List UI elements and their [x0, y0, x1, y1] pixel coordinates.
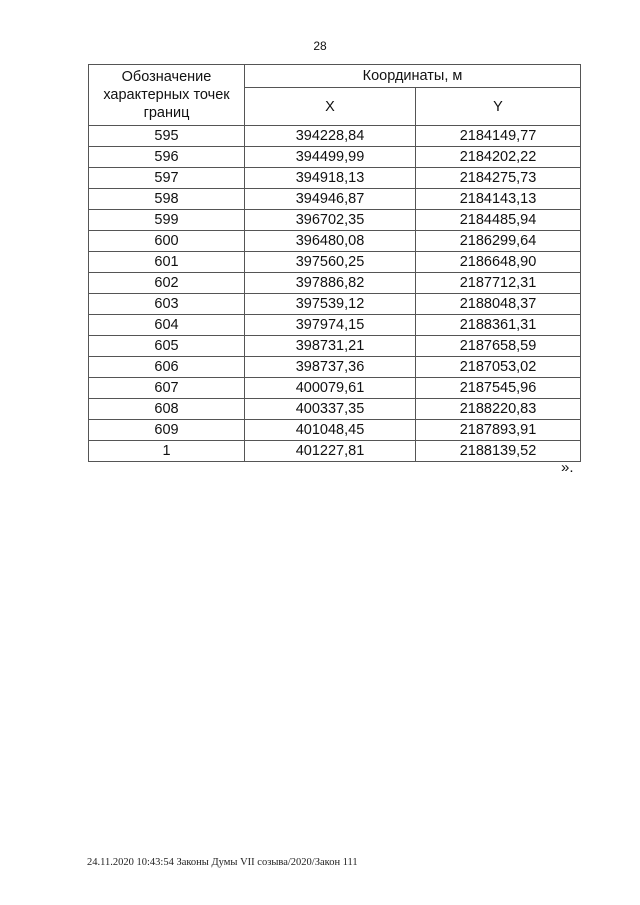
cell-point: 1	[89, 441, 245, 462]
table-row	[89, 336, 581, 357]
cell-x: 397886,82	[245, 273, 416, 294]
table-row	[89, 273, 581, 294]
cell-point: 604	[89, 315, 245, 336]
cell-x: 394946,87	[245, 189, 416, 210]
table-body	[89, 126, 581, 462]
table-row	[89, 231, 581, 252]
table-row	[89, 210, 581, 231]
cell-y: 2184275,73	[416, 168, 581, 189]
cell-x: 397539,12	[245, 294, 416, 315]
cell-x: 397974,15	[245, 315, 416, 336]
closing-quote-mark: ».	[561, 459, 574, 476]
cell-y: 2184485,94	[416, 210, 581, 231]
cell-y: 2186648,90	[416, 252, 581, 273]
cell-point: 599	[89, 210, 245, 231]
table-header-row	[89, 65, 581, 88]
cell-x: 397560,25	[245, 252, 416, 273]
cell-point: 608	[89, 399, 245, 420]
table-row	[89, 420, 581, 441]
cell-y: 2187658,59	[416, 336, 581, 357]
table-row	[89, 378, 581, 399]
cell-y: 2187545,96	[416, 378, 581, 399]
cell-point: 607	[89, 378, 245, 399]
header-y: Y	[416, 88, 581, 126]
cell-y: 2188361,31	[416, 315, 581, 336]
cell-x: 396702,35	[245, 210, 416, 231]
cell-x: 398737,36	[245, 357, 416, 378]
cell-x: 394228,84	[245, 126, 416, 147]
table-row	[89, 189, 581, 210]
cell-y: 2184149,77	[416, 126, 581, 147]
cell-x: 400337,35	[245, 399, 416, 420]
table-row	[89, 441, 581, 462]
table-row	[89, 126, 581, 147]
cell-x: 394499,99	[245, 147, 416, 168]
cell-x: 398731,21	[245, 336, 416, 357]
cell-x: 396480,08	[245, 231, 416, 252]
cell-x: 401227,81	[245, 441, 416, 462]
table-row	[89, 399, 581, 420]
cell-point: 602	[89, 273, 245, 294]
cell-point: 597	[89, 168, 245, 189]
cell-x: 401048,45	[245, 420, 416, 441]
cell-point: 606	[89, 357, 245, 378]
header-coordinates: Координаты, м	[245, 65, 581, 88]
page-number: 28	[313, 39, 327, 53]
table-row	[89, 294, 581, 315]
cell-y: 2188220,83	[416, 399, 581, 420]
coordinates-table	[88, 64, 581, 462]
table-row	[89, 357, 581, 378]
cell-y: 2188139,52	[416, 441, 581, 462]
cell-point: 595	[89, 126, 245, 147]
table-row	[89, 315, 581, 336]
cell-y: 2187712,31	[416, 273, 581, 294]
cell-y: 2187053,02	[416, 357, 581, 378]
document-footer: 24.11.2020 10:43:54 Законы Думы VII созыва/2020/Закон 111	[87, 857, 358, 868]
cell-y: 2184202,22	[416, 147, 581, 168]
header-point-designation: Обозначение характерных точек границ	[89, 65, 245, 126]
table-row	[89, 168, 581, 189]
cell-point: 598	[89, 189, 245, 210]
cell-point: 605	[89, 336, 245, 357]
cell-point: 596	[89, 147, 245, 168]
cell-y: 2187893,91	[416, 420, 581, 441]
cell-x: 400079,61	[245, 378, 416, 399]
table-row	[89, 147, 581, 168]
cell-y: 2186299,64	[416, 231, 581, 252]
table-row	[89, 252, 581, 273]
cell-point: 601	[89, 252, 245, 273]
cell-point: 609	[89, 420, 245, 441]
cell-point: 603	[89, 294, 245, 315]
header-x: X	[245, 88, 416, 126]
cell-y: 2188048,37	[416, 294, 581, 315]
cell-x: 394918,13	[245, 168, 416, 189]
cell-y: 2184143,13	[416, 189, 581, 210]
cell-point: 600	[89, 231, 245, 252]
